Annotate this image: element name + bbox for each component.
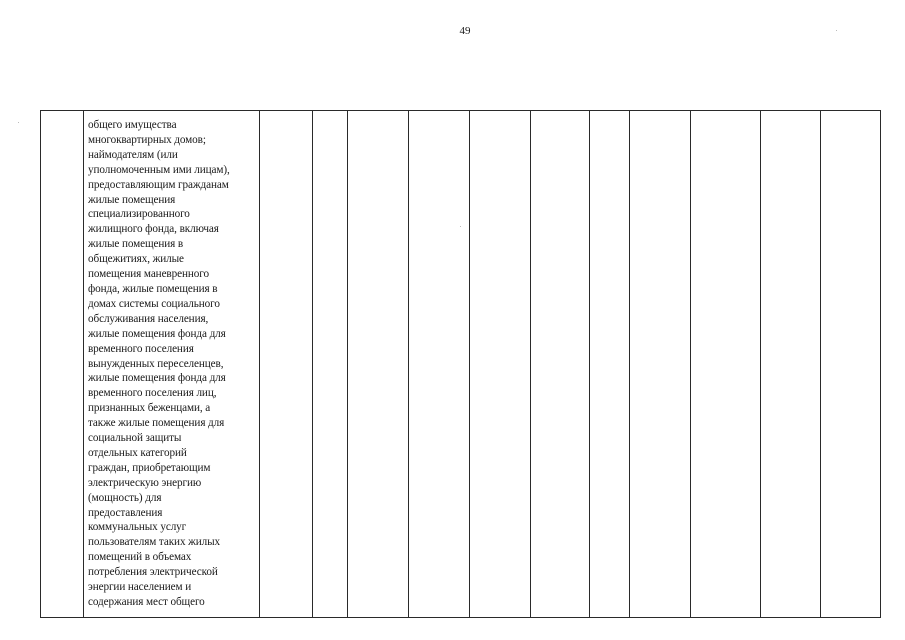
description-line: социальной защиты <box>88 432 182 445</box>
description-line: (мощность) для <box>88 491 162 504</box>
table-cell-empty <box>531 111 590 618</box>
description-line: помещения маневренного <box>88 268 209 281</box>
data-table <box>40 110 881 618</box>
table-cell-empty <box>630 111 691 618</box>
table-cell-empty <box>590 111 630 618</box>
description-line: временного поселения <box>88 342 194 355</box>
description-line: вынужденных переселенцев, <box>88 357 224 370</box>
description-line: предоставляющим гражданам <box>88 178 229 191</box>
table-cell-empty <box>260 111 313 618</box>
table-cell-empty <box>313 111 348 618</box>
description-line: также жилые помещения для <box>88 417 225 430</box>
description-line: наймодателям (или <box>88 148 178 161</box>
description-line: фонда, жилые помещения в <box>88 282 218 295</box>
scan-speck <box>18 122 19 123</box>
page-number: 49 <box>459 25 471 37</box>
description-line: пользователям таких жилых <box>88 536 221 549</box>
description-line: обслуживания населения, <box>88 312 209 325</box>
description-line: специализированного <box>88 208 190 221</box>
description-line: граждан, приобретающим <box>88 461 211 474</box>
table-cell-empty <box>691 111 761 618</box>
table-cell-empty <box>348 111 409 618</box>
description-line: энергии населением и <box>88 581 192 594</box>
description-line: многоквартирных домов; <box>88 133 206 146</box>
table-row <box>41 111 881 618</box>
description-line: жилые помещения <box>88 193 176 206</box>
description-line: временного поселения лиц, <box>88 387 217 400</box>
description-line: электрическую энергию <box>88 476 202 489</box>
description-line: потребления электрической <box>88 566 218 579</box>
description-line: помещений в объемах <box>88 551 192 564</box>
description-line: жилищного фонда, включая <box>88 223 219 236</box>
description-line: общего имущества <box>88 119 177 131</box>
description-line: общежитиях, жилые <box>88 253 184 266</box>
table-cell-description <box>84 111 260 618</box>
scan-speck <box>836 30 837 31</box>
description-line: признанных беженцами, а <box>88 402 211 415</box>
description-line: жилые помещения в <box>88 238 184 251</box>
description-line: коммунальных услуг <box>88 521 187 534</box>
description-line: жилые помещения фонда для <box>88 327 226 340</box>
description-line: отдельных категорий <box>88 446 187 459</box>
table-cell-empty <box>761 111 821 618</box>
description-line: домах системы социального <box>88 297 220 310</box>
description-line: предоставления <box>88 506 163 519</box>
description-line: содержания мест общего <box>88 596 205 608</box>
description-line: уполномоченным ими лицам), <box>88 163 230 176</box>
table-cell-empty <box>470 111 531 618</box>
scan-speck <box>460 226 461 227</box>
table-cell-empty <box>821 111 881 618</box>
table-cell-empty <box>409 111 470 618</box>
table-cell-index <box>41 111 84 618</box>
description-line: жилые помещения фонда для <box>88 372 226 385</box>
